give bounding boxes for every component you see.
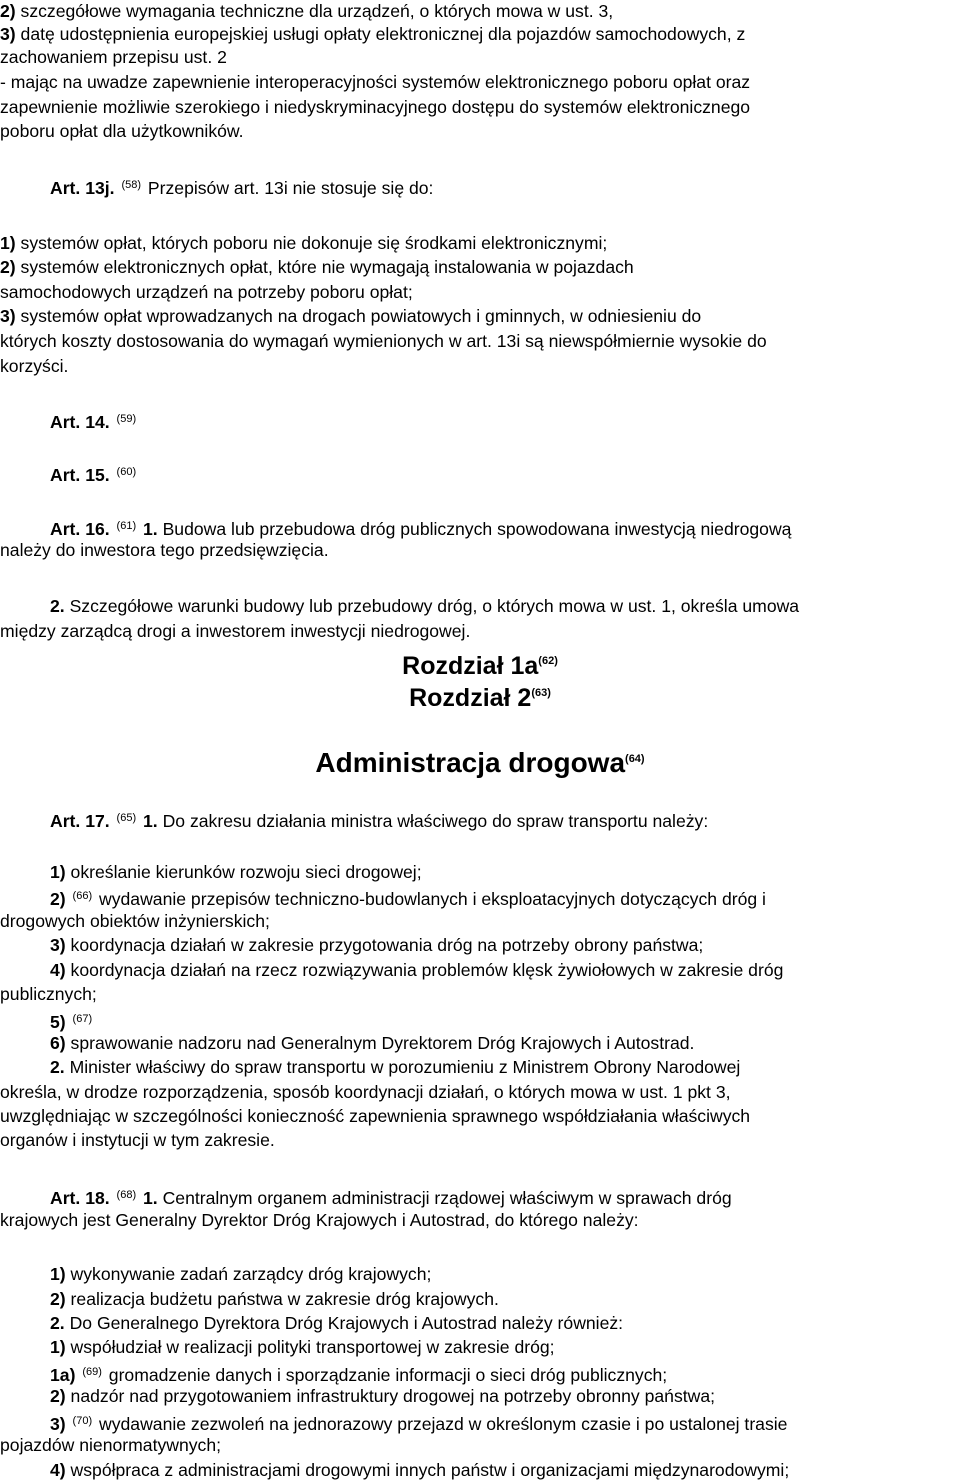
text-line xyxy=(50,1032,694,1054)
point-number: 6) xyxy=(50,1033,66,1053)
point-number: 1) xyxy=(0,233,16,253)
section-number: 2. xyxy=(50,1057,65,1077)
text-line xyxy=(50,595,799,617)
text-line xyxy=(50,1361,667,1386)
point-number: 3) xyxy=(50,1414,66,1434)
text-line xyxy=(0,1105,750,1127)
text-line xyxy=(0,71,750,93)
article-13j xyxy=(50,174,433,199)
footnote-ref: (65) xyxy=(116,812,137,824)
point-number: 2) xyxy=(0,257,16,277)
article-14 xyxy=(50,408,138,433)
line-text: systemów opłat wprowadzanych na drogach powiatowych i gminnych, w odniesieniu do xyxy=(15,306,702,326)
chapter-heading-2 xyxy=(0,678,960,713)
text-line xyxy=(0,620,470,642)
line-text: określanie kierunków rozwoju sieci drogowej; xyxy=(65,862,422,882)
article-label: Art. 14. xyxy=(50,412,110,432)
line-text: datę udostępnienia europejskiej usługi opłaty elektronicznej dla pojazdów samochodowych, z xyxy=(15,24,746,44)
footnote-ref: (62) xyxy=(538,655,558,667)
footnote-ref: (67) xyxy=(72,1013,93,1025)
line-text: należy do inwestora tego przedsięwzięcia. xyxy=(0,540,329,560)
text-line xyxy=(0,983,97,1005)
point-number: 1a) xyxy=(50,1365,76,1385)
line-text: samochodowych urządzeń na potrzeby poboru opłat; xyxy=(0,282,413,302)
point-number: 1) xyxy=(50,1264,66,1284)
line-text: Do zakresu działania ministra właściwego do spraw transportu należy: xyxy=(157,811,709,831)
footnote-ref: (66) xyxy=(72,890,93,902)
text-line xyxy=(0,1129,275,1151)
article-16 xyxy=(50,515,791,540)
line-text: których koszty dostosowania do wymagań wymienionych w art. 13i są niewspółmiernie wysokie do xyxy=(0,331,767,351)
text-line xyxy=(0,23,745,45)
line-text: zapewnienie możliwie szerokiego i niedyskryminacyjnego dostępu do systemów elektronicznego xyxy=(0,97,751,117)
section-number: 1. xyxy=(143,1188,158,1208)
line-text: krajowych jest Generalny Dyrektor Dróg Krajowych i Autostrad, do którego należy: xyxy=(0,1210,639,1230)
text-line xyxy=(0,1081,731,1103)
footnote-ref: (70) xyxy=(72,1415,93,1427)
footnote-ref: (68) xyxy=(116,1189,137,1201)
line-text: gromadzenie danych i sporządzanie informacji o sieci dróg publicznych; xyxy=(108,1365,668,1385)
point-number: 1) xyxy=(50,862,66,882)
chapter-title xyxy=(0,743,960,779)
point-number: 2) xyxy=(0,1,16,21)
text-line xyxy=(50,1385,715,1407)
point-number: 4) xyxy=(50,1460,66,1480)
line-text: Minister właściwy do spraw transportu w porozumieniu z Ministrem Obrony Narodowej xyxy=(64,1057,741,1077)
point-number: 2) xyxy=(50,1289,66,1309)
point-number: 3) xyxy=(50,935,66,955)
point-number: 3) xyxy=(0,24,16,44)
point-number: 4) xyxy=(50,960,66,980)
text-line xyxy=(0,256,634,278)
article-label: Art. 15. xyxy=(50,465,110,485)
text-line xyxy=(50,1459,789,1481)
line-text: wydawanie przepisów techniczno-budowlanych i eksploatacyjnych dotyczących dróg i xyxy=(99,889,766,909)
line-text: pojazdów nienormatywnych; xyxy=(0,1435,222,1455)
line-text: systemów elektronicznych opłat, które nie wymagają instalowania w pojazdach xyxy=(15,257,634,277)
text-line xyxy=(0,96,750,118)
article-17 xyxy=(50,807,708,832)
text-line xyxy=(0,539,329,561)
text-line xyxy=(50,959,783,981)
text-line xyxy=(0,281,413,303)
article-label: Art. 17. xyxy=(50,811,110,831)
line-text: między zarządcą drogi a inwestorem inwestycji niedrogowej. xyxy=(0,621,471,641)
text-line xyxy=(50,1312,623,1334)
text-line xyxy=(0,120,244,142)
heading-text: Administracja drogowa xyxy=(315,747,626,778)
line-text: koordynacja działań na rzecz rozwiązywania problemów klęsk żywiołowych w zakresie dróg xyxy=(65,960,784,980)
section-number: 2. xyxy=(50,596,65,616)
text-line xyxy=(50,1336,555,1358)
point-number: 2) xyxy=(50,889,66,909)
text-line xyxy=(0,355,68,377)
footnote-ref: (69) xyxy=(82,1366,102,1378)
line-text: koordynacja działań w zakresie przygotowania dróg na potrzeby obrony państwa; xyxy=(65,935,704,955)
line-text: korzyści. xyxy=(0,356,69,376)
heading-text: Rozdział 2 xyxy=(409,684,532,712)
chapter-heading-1a xyxy=(0,646,960,681)
point-number: 3) xyxy=(0,306,16,326)
line-text: Centralnym organem administracji rządowej właściwym w sprawach dróg xyxy=(157,1188,732,1208)
line-text: systemów opłat, których poboru nie dokonuje się środkami elektronicznymi; xyxy=(15,233,608,253)
line-text: Przepisów art. 13i nie stosuje się do: xyxy=(147,178,434,198)
text-line xyxy=(50,934,703,956)
section-number: 1. xyxy=(143,519,158,539)
line-text: sprawowanie nadzoru nad Generalnym Dyrektorem Dróg Krajowych i Autostrad. xyxy=(65,1033,695,1053)
footnote-ref: (61) xyxy=(116,520,137,532)
article-label: Art. 16. xyxy=(50,519,110,539)
line-text: określa, w drodze rozporządzenia, sposób koordynacji działań, o których mowa w ust. 1 pkt 3, xyxy=(0,1082,731,1102)
article-label: Art. 13j. xyxy=(50,178,115,198)
line-text: współudział w realizacji polityki transportowej w zakresie dróg; xyxy=(65,1337,555,1357)
text-line xyxy=(0,232,607,254)
section-number: 2. xyxy=(50,1313,65,1333)
line-text: - mając na uwadze zapewnienie interoperacyjności systemów elektronicznego poboru opłat oraz xyxy=(0,72,751,92)
point-number: 2) xyxy=(50,1386,66,1406)
footnote-ref: (58) xyxy=(121,179,141,191)
line-text: wydawanie zezwoleń na jednorazowy przejazd w określonym czasie i po ustalonej trasie xyxy=(99,1414,788,1434)
line-text: drogowych obiektów inżynierskich; xyxy=(0,911,270,931)
text-line xyxy=(0,910,270,932)
line-text: zachowaniem przepisu ust. 2 xyxy=(0,47,227,67)
line-text: Szczegółowe warunki budowy lub przebudowy dróg, o których mowa w ust. 1, określa umowa xyxy=(64,596,800,616)
line-text: wykonywanie zadań zarządcy dróg krajowych; xyxy=(65,1264,432,1284)
text-line xyxy=(0,1209,639,1231)
text-line xyxy=(0,0,613,22)
footnote-ref: (64) xyxy=(625,753,645,765)
point-number: 5) xyxy=(50,1012,66,1032)
text-line xyxy=(50,1008,94,1033)
article-label: Art. 18. xyxy=(50,1188,110,1208)
text-line xyxy=(50,1056,740,1078)
footnote-ref: (59) xyxy=(116,413,137,425)
heading-text: Rozdział 1a xyxy=(402,652,539,680)
text-line xyxy=(50,861,422,883)
text-line xyxy=(0,305,701,327)
text-line xyxy=(50,1263,431,1285)
line-text: publicznych; xyxy=(0,984,97,1004)
line-text: Do Generalnego Dyrektora Dróg Krajowych i Autostrad należy również: xyxy=(64,1313,624,1333)
article-15 xyxy=(50,461,138,486)
line-text: nadzór nad przygotowaniem infrastruktury drogowej na potrzeby obronny państwa; xyxy=(65,1386,716,1406)
text-line xyxy=(0,1434,221,1456)
line-text: współpraca z administracjami drogowymi innych państw i organizacjami międzynarodowymi; xyxy=(65,1460,790,1480)
text-line xyxy=(50,1410,787,1435)
line-text: realizacja budżetu państwa w zakresie dróg krajowych. xyxy=(65,1289,499,1309)
text-line xyxy=(0,330,767,352)
text-line xyxy=(50,885,766,910)
point-number: 1) xyxy=(50,1337,66,1357)
text-line xyxy=(0,46,227,68)
footnote-ref: (60) xyxy=(116,466,137,478)
footnote-ref: (63) xyxy=(531,687,551,699)
line-text: poboru opłat dla użytkowników. xyxy=(0,121,244,141)
line-text: szczegółowe wymagania techniczne dla urządzeń, o których mowa w ust. 3, xyxy=(15,1,614,21)
section-number: 1. xyxy=(143,811,158,831)
line-text: Budowa lub przebudowa dróg publicznych spowodowana inwestycją niedrogową xyxy=(157,519,792,539)
article-18 xyxy=(50,1184,732,1209)
line-text: organów i instytucji w tym zakresie. xyxy=(0,1130,275,1150)
text-line xyxy=(50,1288,499,1310)
line-text: uwzględniając w szczególności konieczność zapewnienia sprawnego współdziałania właściwych xyxy=(0,1106,751,1126)
